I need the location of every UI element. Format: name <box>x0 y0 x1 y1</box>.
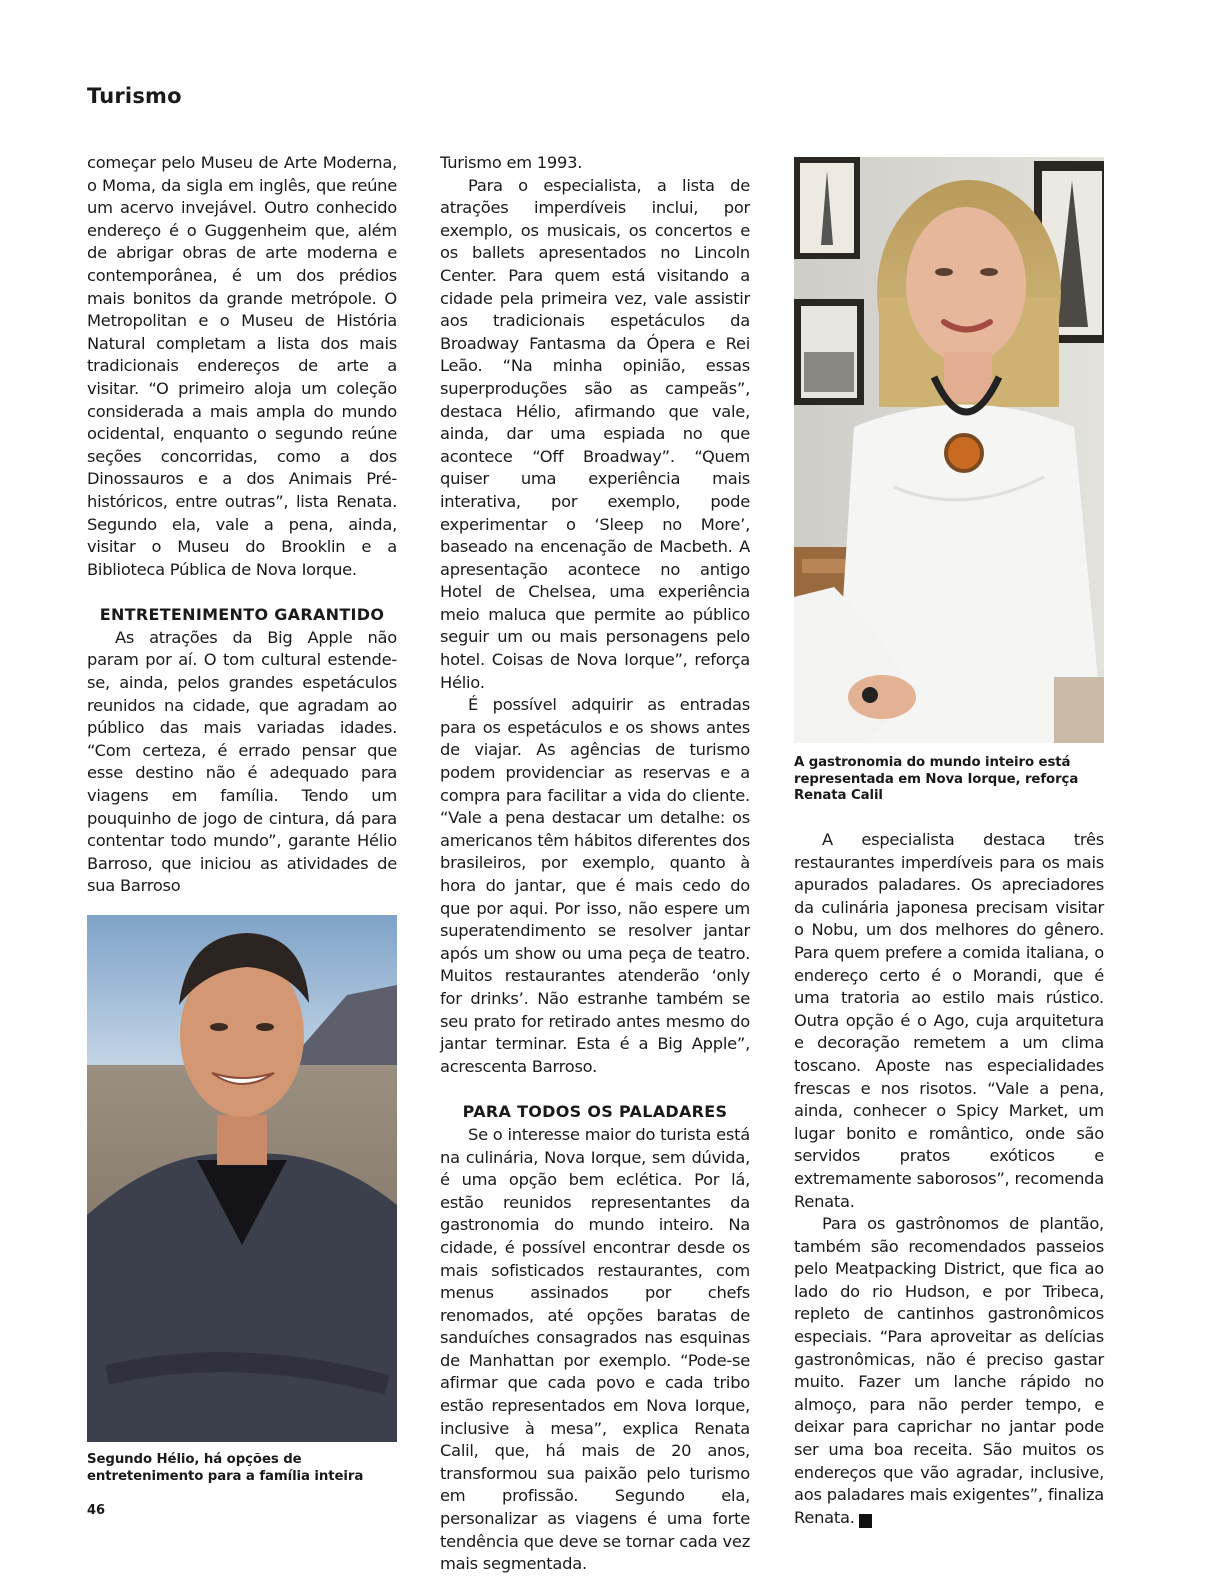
caption-line: Segundo Hélio, há opções de <box>87 1452 302 1467</box>
photo-renata-calil <box>794 157 1104 743</box>
paragraph: Se o interesse maior do turista está na culinária, Nova Iorque, sem dúvida, é uma opção bem eclética. Por lá, estão reunidos representantes da gastronomia do mundo inteiro. Na cidade, é possível encontrar desde os mais sofisticados restaurantes, com menus assinados por chefs renomados, até opções baratas de sanduíches consagrados nas esquinas de Manhattan por exemplo. “Pode-se afirmar que cada povo e cada tribo estão representados em Nova Iorque, inclusive à mesa”, explica Renata Calil, que, há mais de 20 anos, transformou sua paixão pelo turismo em profissão. Segundo ela, personalizar as viagens é uma forte tendência que deve se tornar cada vez mais segmentada. <box>440 1124 750 1574</box>
article-column-2 <box>440 152 750 1576</box>
article-column-3 <box>794 829 1104 1529</box>
subheading-entretenimento: ENTRETENIMENTO GARANTIDO <box>99 605 385 625</box>
paragraph: Turismo em 1993. <box>440 153 583 172</box>
page-number: 46 <box>87 1503 106 1518</box>
photo-caption-renata <box>794 755 1124 805</box>
paragraph: Para o especialista, a lista de atrações imperdíveis inclui, por exemplo, os musicais, os concertos e os ballets apresentados no Lincoln Center. Para quem está visitando a cidade pela primeira vez, vale assistir aos tradicionais espetáculos da Broadway Fantasma da Ópera e Rei Leão. “Na minha opinião, essas superproduções são as campeãs”, destaca Hélio, afirmando que vale, ainda, dar uma espiada no que acontece “Off Broadway”. “Quem quiser uma experiência mais interativa, por exemplo, pode experimentar o ‘Sleep no More’, baseado na encenação de Macbeth. A apresentação acontece no antigo Hotel de Chelsea, uma experiência meio maluca que permite ao público seguir um ou mais personagens pelo hotel. Coisas de Nova Iorque”, reforça Hélio. <box>440 175 750 692</box>
paragraph-text: Para os gastrônomos de plantão, também são recomendados passeios pelo Meatpacking District, que fica ao lado do rio Hudson, e por Tribeca, repleto de cantinhos gastronômicos especiais. “Para aproveitar as delícias gastronômicas, não é preciso gastar muito. Fazer um lanche rápido no almoço, para não perder tempo, e deixar para caprichar no jantar pode ser uma boa receita. São muitos os endereços que vão agradar, inclusive, aos paladares mais exigentes”, finaliza Renata. <box>794 1214 1104 1527</box>
paragraph: As atrações da Big Apple não param por aí. O tom cultural estende-se, ainda, pelos grandes espetáculos reunidos na cidade, que agradam ao público das mais variadas idades. “Com certeza, é errado pensar que esse destino não é adequado para viagens em família. Tendo um pouquinho de jogo de cintura, dá para contentar todo mundo”, garante Hélio Barroso, que iniciou as atividades de sua Barroso <box>87 627 397 896</box>
portrait-woman-image <box>794 157 1104 743</box>
paragraph: começar pelo Museu de Arte Moderna, o Moma, da sigla em inglês, que reúne um acervo invejável. Outro conhecido endereço é o Guggenheim que, além de abrigar obras de arte moderna e contemporânea, é um dos prédios mais bonitos da grande metrópole. O Metropolitan e o Museu de História Natural completam a lista dos mais tradicionais endereços de arte a visitar. “O primeiro aloja um coleção considerada a mais ampla do mundo ocidental, enquanto o segundo reúne seções concorridas, como a dos Dinossauros e a dos Animais Pré-históricos, entre outras”, lista Renata. Segundo ela, vale a pena, ainda, visitar o Museu do Brooklin e a Biblioteca Pública de Nova Iorque. <box>87 153 397 579</box>
paragraph: A especialista destaca três restaurantes imperdíveis para os mais apurados paladares. Os apreciadores da culinária japonesa precisam visitar o Nobu, um dos melhores do gênero. Para quem prefere a comida italiana, o endereço certo é o Morandi, que é uma tratoria ao estilo mais rústico. Outra opção é o Ago, cuja arquitetura e decoração remetem a um clima toscano. Aposte nas especialidades frescas e nos risotos. “Vale a pena, ainda, conhecer o Spicy Market, um lugar bonito e romântico, onde são servidos pratos exóticos e extremamente saborosos”, recomenda Renata. <box>794 830 1104 1211</box>
paragraph <box>794 1213 1104 1529</box>
end-of-article-mark: r <box>859 1514 872 1528</box>
caption-line: entretenimento para a família inteira <box>87 1468 364 1484</box>
paragraph: É possível adquirir as entradas para os espetáculos e os shows antes de viajar. As agências de turismo podem providenciar as reservas e a compra para facilitar a vida do cliente. “Vale a pena destacar um detalhe: os americanos têm hábitos diferentes dos brasileiros, por exemplo, quanto à hora do jantar, que é mais cedo do que por aqui. Por isso, não espere um superatendimento se resolver jantar após um show ou uma peça de teatro. Muitos restaurantes atenderão ‘only for drinks’. Não estranhe também se seu prato for retirado antes mesmo do jantar terminar. Esta é a Big Apple”, acrescenta Barroso. <box>440 695 750 1076</box>
article-column-1 <box>87 152 397 898</box>
photo-helio-barroso <box>87 915 397 1442</box>
caption-line: representada em Nova Iorque, reforça Renata Calil <box>794 771 1079 803</box>
photo-caption-helio <box>87 1452 407 1485</box>
caption-line: A gastronomia do mundo inteiro está <box>794 755 1071 770</box>
subheading-paladares: PARA TODOS OS PALADARES <box>462 1102 728 1122</box>
portrait-man-image <box>87 915 397 1442</box>
section-title: Turismo <box>87 84 182 108</box>
